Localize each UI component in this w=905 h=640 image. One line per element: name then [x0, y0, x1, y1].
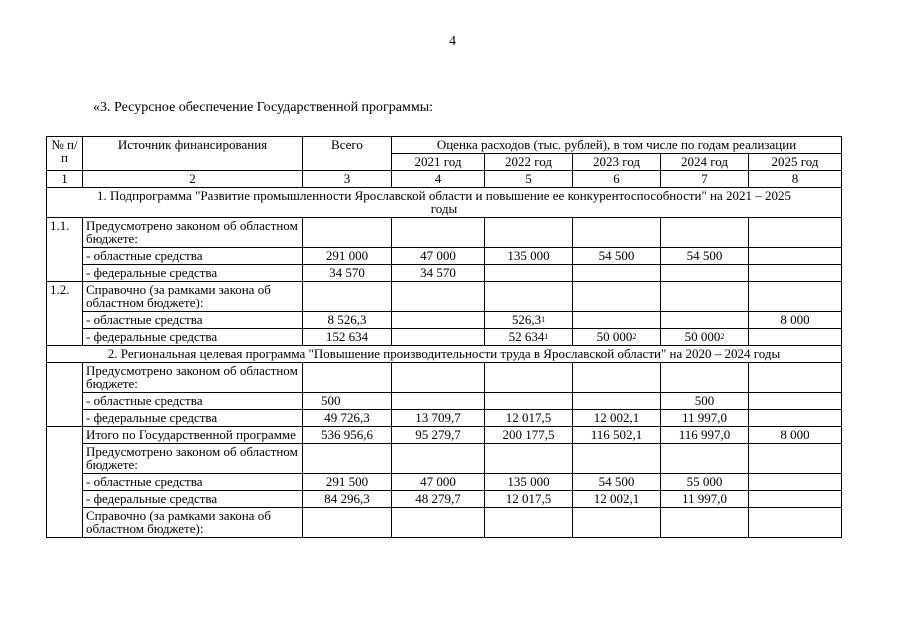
subprogram-1-title-row [47, 188, 842, 218]
page-number: 4 [449, 34, 456, 49]
cell-total: 291 000 [303, 248, 392, 265]
index-cell: 5 [485, 171, 573, 188]
cell-2024: 11 997,0 [661, 410, 749, 427]
header-num: № п/п [47, 137, 83, 171]
cell-2024: 116 997,0 [661, 427, 749, 444]
cell-2024: 500 [661, 393, 749, 410]
table-row [47, 393, 842, 410]
cell-2025 [749, 410, 842, 427]
row-label: - федеральные средства [83, 265, 303, 282]
cell-2023: 116 502,1 [573, 427, 661, 444]
index-cell: 7 [661, 171, 749, 188]
row-label: Справочно (за рамками закона об областном бюджете): [83, 508, 303, 538]
index-cell: 1 [47, 171, 83, 188]
cell-2022 [485, 329, 573, 346]
cell-2022: 12 017,5 [485, 491, 573, 508]
cell-2023: 54 500 [573, 248, 661, 265]
cell-2025 [749, 393, 842, 410]
row-label: - федеральные средства [83, 410, 303, 427]
cell-2021 [392, 312, 485, 329]
cell-value: 52 634 [508, 329, 545, 344]
header-total: Всего [303, 137, 392, 171]
section-title: «3. Ресурсное обеспечение Государственной программы: [93, 100, 434, 115]
row-label: - федеральные средства [83, 329, 303, 346]
header-source: Источник финансирования [83, 137, 303, 171]
cell-total: 536 956,6 [303, 427, 392, 444]
table-row [47, 491, 842, 508]
header-estimate: Оценка расходов (тыс. рублей), в том числе по годам реализации [392, 137, 842, 154]
cell-2022 [485, 265, 573, 282]
cell-2025: 8 000 [749, 427, 842, 444]
cell-2022: 200 177,5 [485, 427, 573, 444]
header-row-1 [47, 137, 842, 154]
header-year-2023: 2023 год [573, 154, 661, 171]
row-label: - областные средства [83, 248, 303, 265]
cell-2021: 34 570 [392, 265, 485, 282]
row-number [47, 427, 83, 538]
row-label: - областные средства [83, 312, 303, 329]
index-cell: 4 [392, 171, 485, 188]
cell-2024 [661, 329, 749, 346]
cell-2021 [392, 329, 485, 346]
row-label: - областные средства [83, 474, 303, 491]
cell-total: 291 500 [303, 474, 392, 491]
cell-2023 [573, 393, 661, 410]
row-label: - областные средства [83, 393, 303, 410]
table-row [47, 508, 842, 538]
index-cell: 6 [573, 171, 661, 188]
table-row [47, 265, 842, 282]
cell-2025 [749, 248, 842, 265]
cell-2023: 54 500 [573, 474, 661, 491]
cell-2022: 135 000 [485, 474, 573, 491]
totals-label: Итого по Государственной программе [83, 427, 303, 444]
table-row [47, 282, 842, 312]
cell-2025 [749, 265, 842, 282]
cell-total: 34 570 [303, 265, 392, 282]
cell-2025 [749, 491, 842, 508]
table-row [47, 312, 842, 329]
cell-2021: 47 000 [392, 474, 485, 491]
cell-2024 [661, 312, 749, 329]
cell-2023 [573, 265, 661, 282]
table-row [47, 363, 842, 393]
cell-value: 50 000 [596, 329, 633, 344]
cell-2022 [485, 312, 573, 329]
resource-table [46, 136, 842, 538]
header-year-2025: 2025 год [749, 154, 842, 171]
cell-2021: 47 000 [392, 248, 485, 265]
row-number: 1.1. [47, 218, 83, 282]
cell-2023: 12 002,1 [573, 491, 661, 508]
cell-2021: 48 279,7 [392, 491, 485, 508]
cell-2021: 95 279,7 [392, 427, 485, 444]
cell-2025: 8 000 [749, 312, 842, 329]
cell-2024 [661, 265, 749, 282]
table-row [47, 474, 842, 491]
row-label: Предусмотрено законом об областном бюджете: [83, 444, 303, 474]
index-cell: 8 [749, 171, 842, 188]
index-cell: 3 [303, 171, 392, 188]
cell-total: 152 634 [303, 329, 392, 346]
cell-2024: 11 997,0 [661, 491, 749, 508]
index-cell: 2 [83, 171, 303, 188]
row-label: Справочно (за рамками закона об областном бюджете): [83, 282, 303, 312]
table-row [47, 218, 842, 248]
cell-total: 84 296,3 [303, 491, 392, 508]
index-row [47, 171, 842, 188]
table-row [47, 410, 842, 427]
row-number: 1.2. [47, 282, 83, 346]
cell-2021: 13 709,7 [392, 410, 485, 427]
row-label: Предусмотрено законом об областном бюджете: [83, 363, 303, 393]
subprogram-1-title: 1. Подпрограмма "Развитие промышленности Ярославской области и повышение ее конкурентоспособности" на 2021 – 2025 годы [47, 188, 842, 218]
table-row [47, 329, 842, 346]
footnote-mark: 1 [541, 315, 546, 324]
cell-total: 49 726,3 [303, 410, 392, 427]
header-year-2021: 2021 год [392, 154, 485, 171]
cell-value: 50 000 [684, 329, 721, 344]
cell-2024: 54 500 [661, 248, 749, 265]
cell-2025 [749, 329, 842, 346]
table-row [47, 248, 842, 265]
cell-total: 500 [303, 393, 392, 410]
program-2-title-row [47, 346, 842, 363]
cell-2023 [573, 312, 661, 329]
cell-2022: 135 000 [485, 248, 573, 265]
cell-2025 [749, 474, 842, 491]
cell-total: 8 526,3 [303, 312, 392, 329]
totals-row [47, 427, 842, 444]
header-year-2022: 2022 год [485, 154, 573, 171]
row-number [47, 363, 83, 427]
footnote-mark: 2 [720, 332, 725, 341]
footnote-mark: 1 [544, 332, 549, 341]
cell-value: 526,3 [511, 312, 542, 327]
footnote-mark: 2 [632, 332, 637, 341]
row-label: - федеральные средства [83, 491, 303, 508]
cell-2022: 12 017,5 [485, 410, 573, 427]
header-year-2024: 2024 год [661, 154, 749, 171]
table-row [47, 444, 842, 474]
cell-2024: 55 000 [661, 474, 749, 491]
row-label: Предусмотрено законом об областном бюджете: [83, 218, 303, 248]
cell-2023 [573, 329, 661, 346]
program-2-title: 2. Региональная целевая программа "Повышение производительности труда в Ярославской области" на 2020 – 2024 годы [47, 346, 842, 363]
cell-2023: 12 002,1 [573, 410, 661, 427]
cell-2021 [392, 393, 485, 410]
cell-2022 [485, 393, 573, 410]
